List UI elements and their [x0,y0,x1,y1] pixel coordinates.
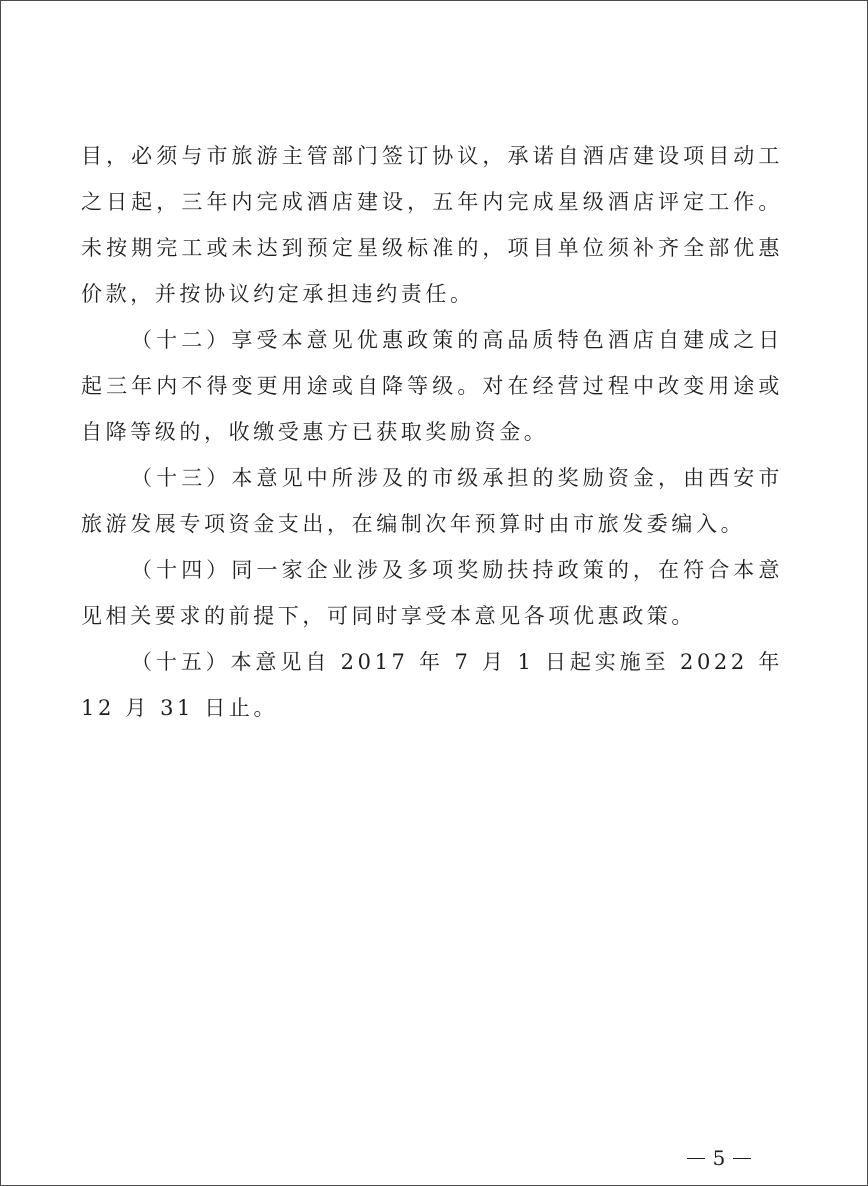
page-number-value: 5 [712,1146,726,1170]
paragraph-item-15: （十五）本意见自 2017 年 7 月 1 日起实施至 2022 年 12 月 31 日止。 [81,650,783,720]
page-number-right-dash [733,1158,751,1159]
page-number-left-dash [687,1158,705,1159]
paragraph-continuation: 目，必须与市旅游主管部门签订协议，承诺自酒店建设项目动工之日起，三年内完成酒店建设，五年内完成星级酒店评定工作。未按期完工或未达到预定星级标准的，项目单位须补齐全部优惠价款，并按协议约定承担违约责任。 [81,144,783,306]
paragraph-item-13: （十三）本意见中所涉及的市级承担的奖励资金，由西安市旅游发展专项资金支出，在编制次年预算时由市旅发委编入。 [81,466,783,536]
paragraph-item-14: （十四）同一家企业涉及多项奖励扶持政策的，在符合本意见相关要求的前提下，可同时享受本意见各项优惠政策。 [81,558,783,628]
document-body [81,133,783,731]
page-number [677,1141,761,1175]
paragraph-item-12: （十二）享受本意见优惠政策的高品质特色酒店自建成之日起三年内不得变更用途或自降等级。对在经营过程中改变用途或自降等级的，收缴受惠方已获取奖励资金。 [81,328,783,444]
